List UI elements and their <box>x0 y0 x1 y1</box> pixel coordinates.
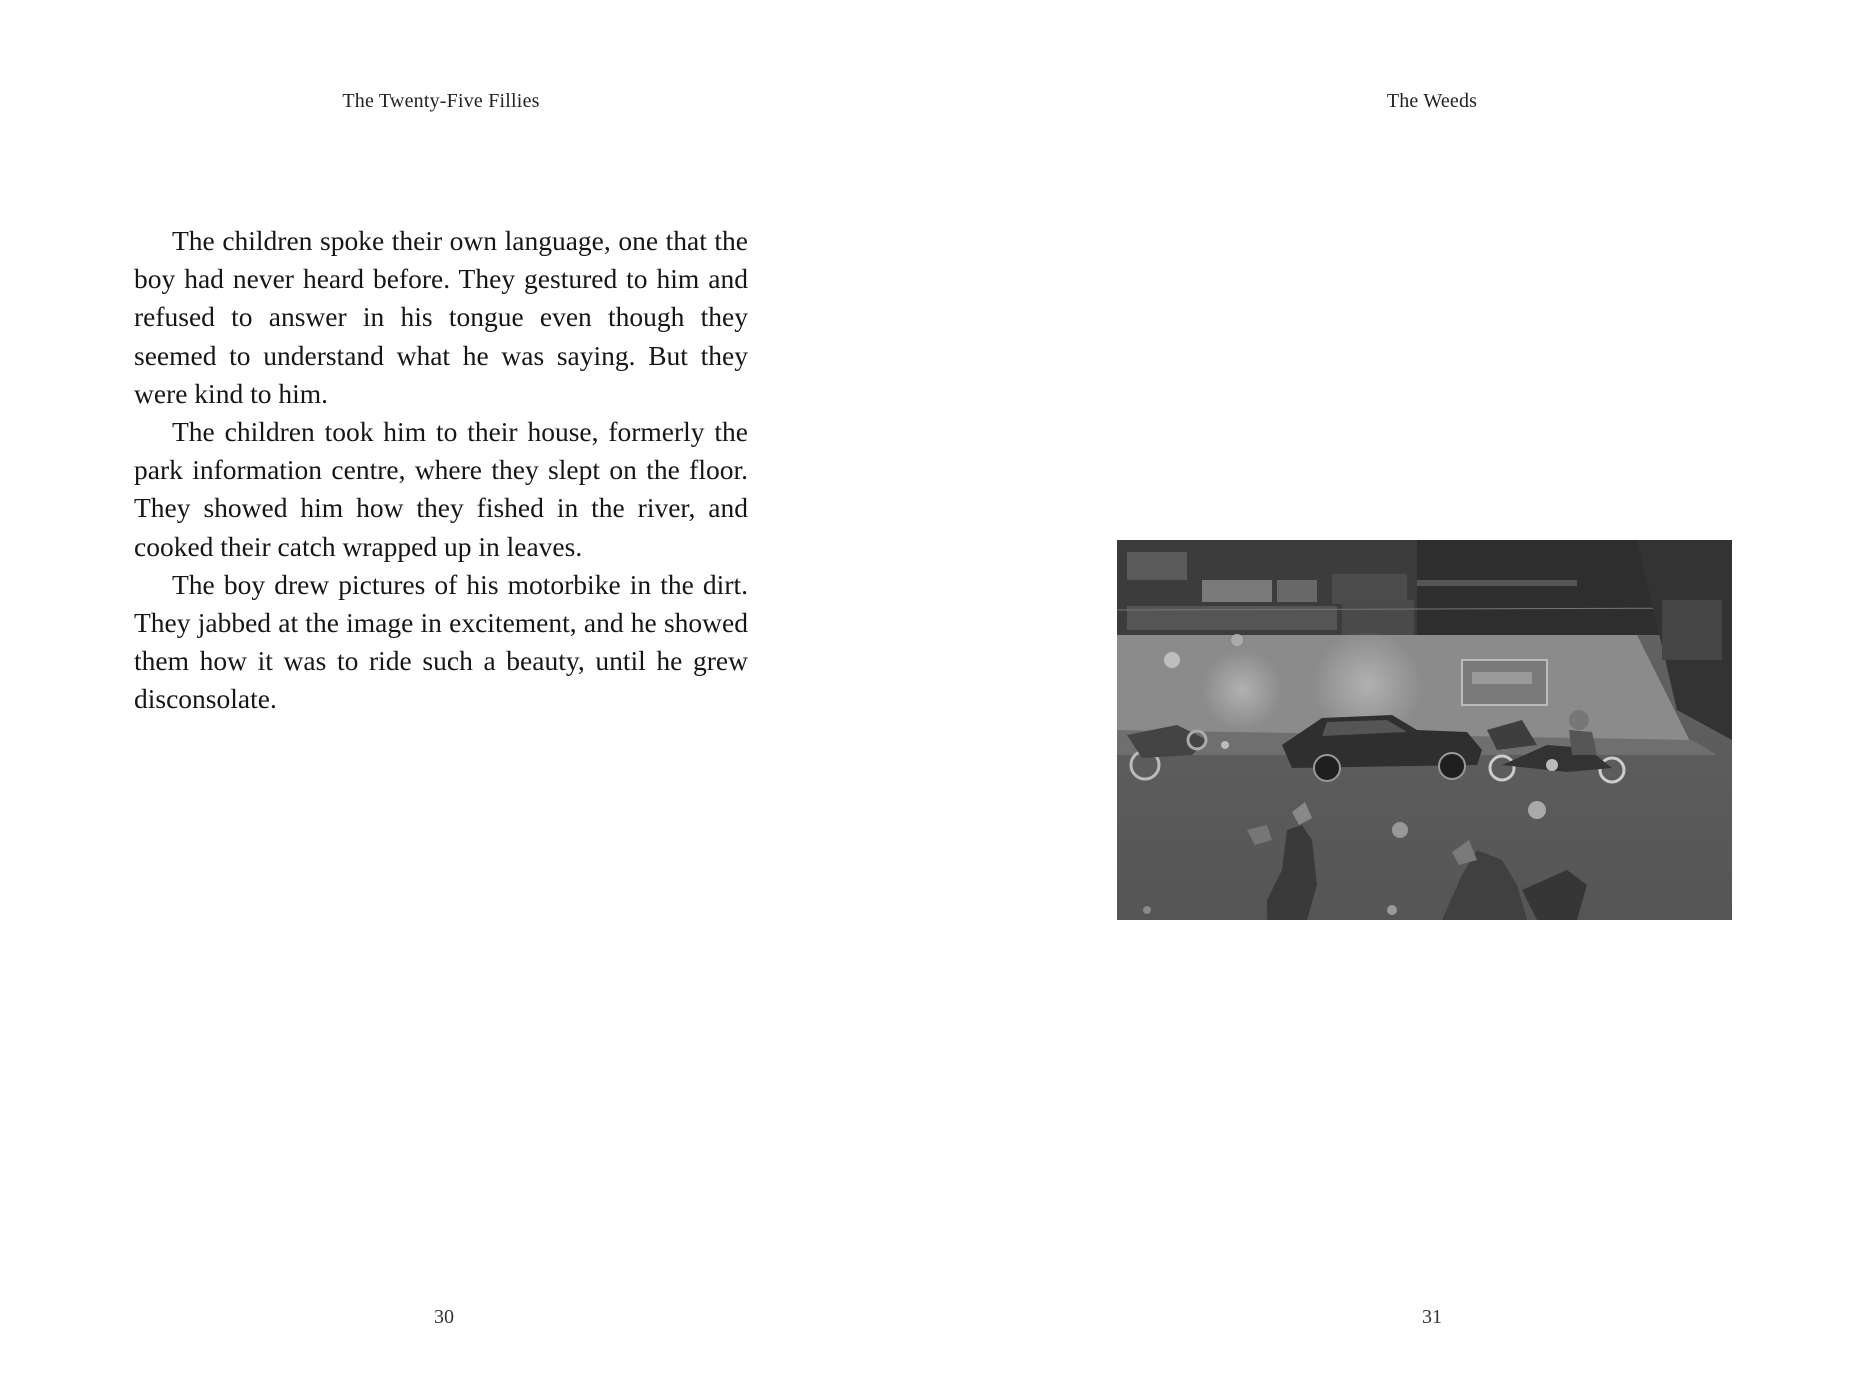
street-photograph <box>1117 540 1732 920</box>
paragraph: The children spoke their own language, one that the boy had never heard before. They gestured to him and refused to answer in his tongue even though they seemed to understand what he was saying. But they were kind to him. <box>134 225 748 409</box>
page-number-right: 31 <box>1422 1306 1442 1328</box>
street-photograph-image <box>1117 540 1732 920</box>
running-head-right: The Weeds <box>1386 90 1478 112</box>
paragraph: The boy drew pictures of his motorbike in the dirt. They jabbed at the image in excitement, and he showed them how it was to ride such a beauty, until he grew disconsolate. <box>134 568 748 715</box>
paragraph: The children took him to their house, formerly the park information centre, where they slept on the floor. They showed him how they fished in the river, and cooked their catch wrapped up in leaves. <box>134 416 748 562</box>
running-head-left: The Twenty-Five Fillies <box>342 90 540 112</box>
page-number-left: 30 <box>434 1306 454 1328</box>
right-page <box>928 0 1856 1400</box>
body-text <box>134 222 748 719</box>
